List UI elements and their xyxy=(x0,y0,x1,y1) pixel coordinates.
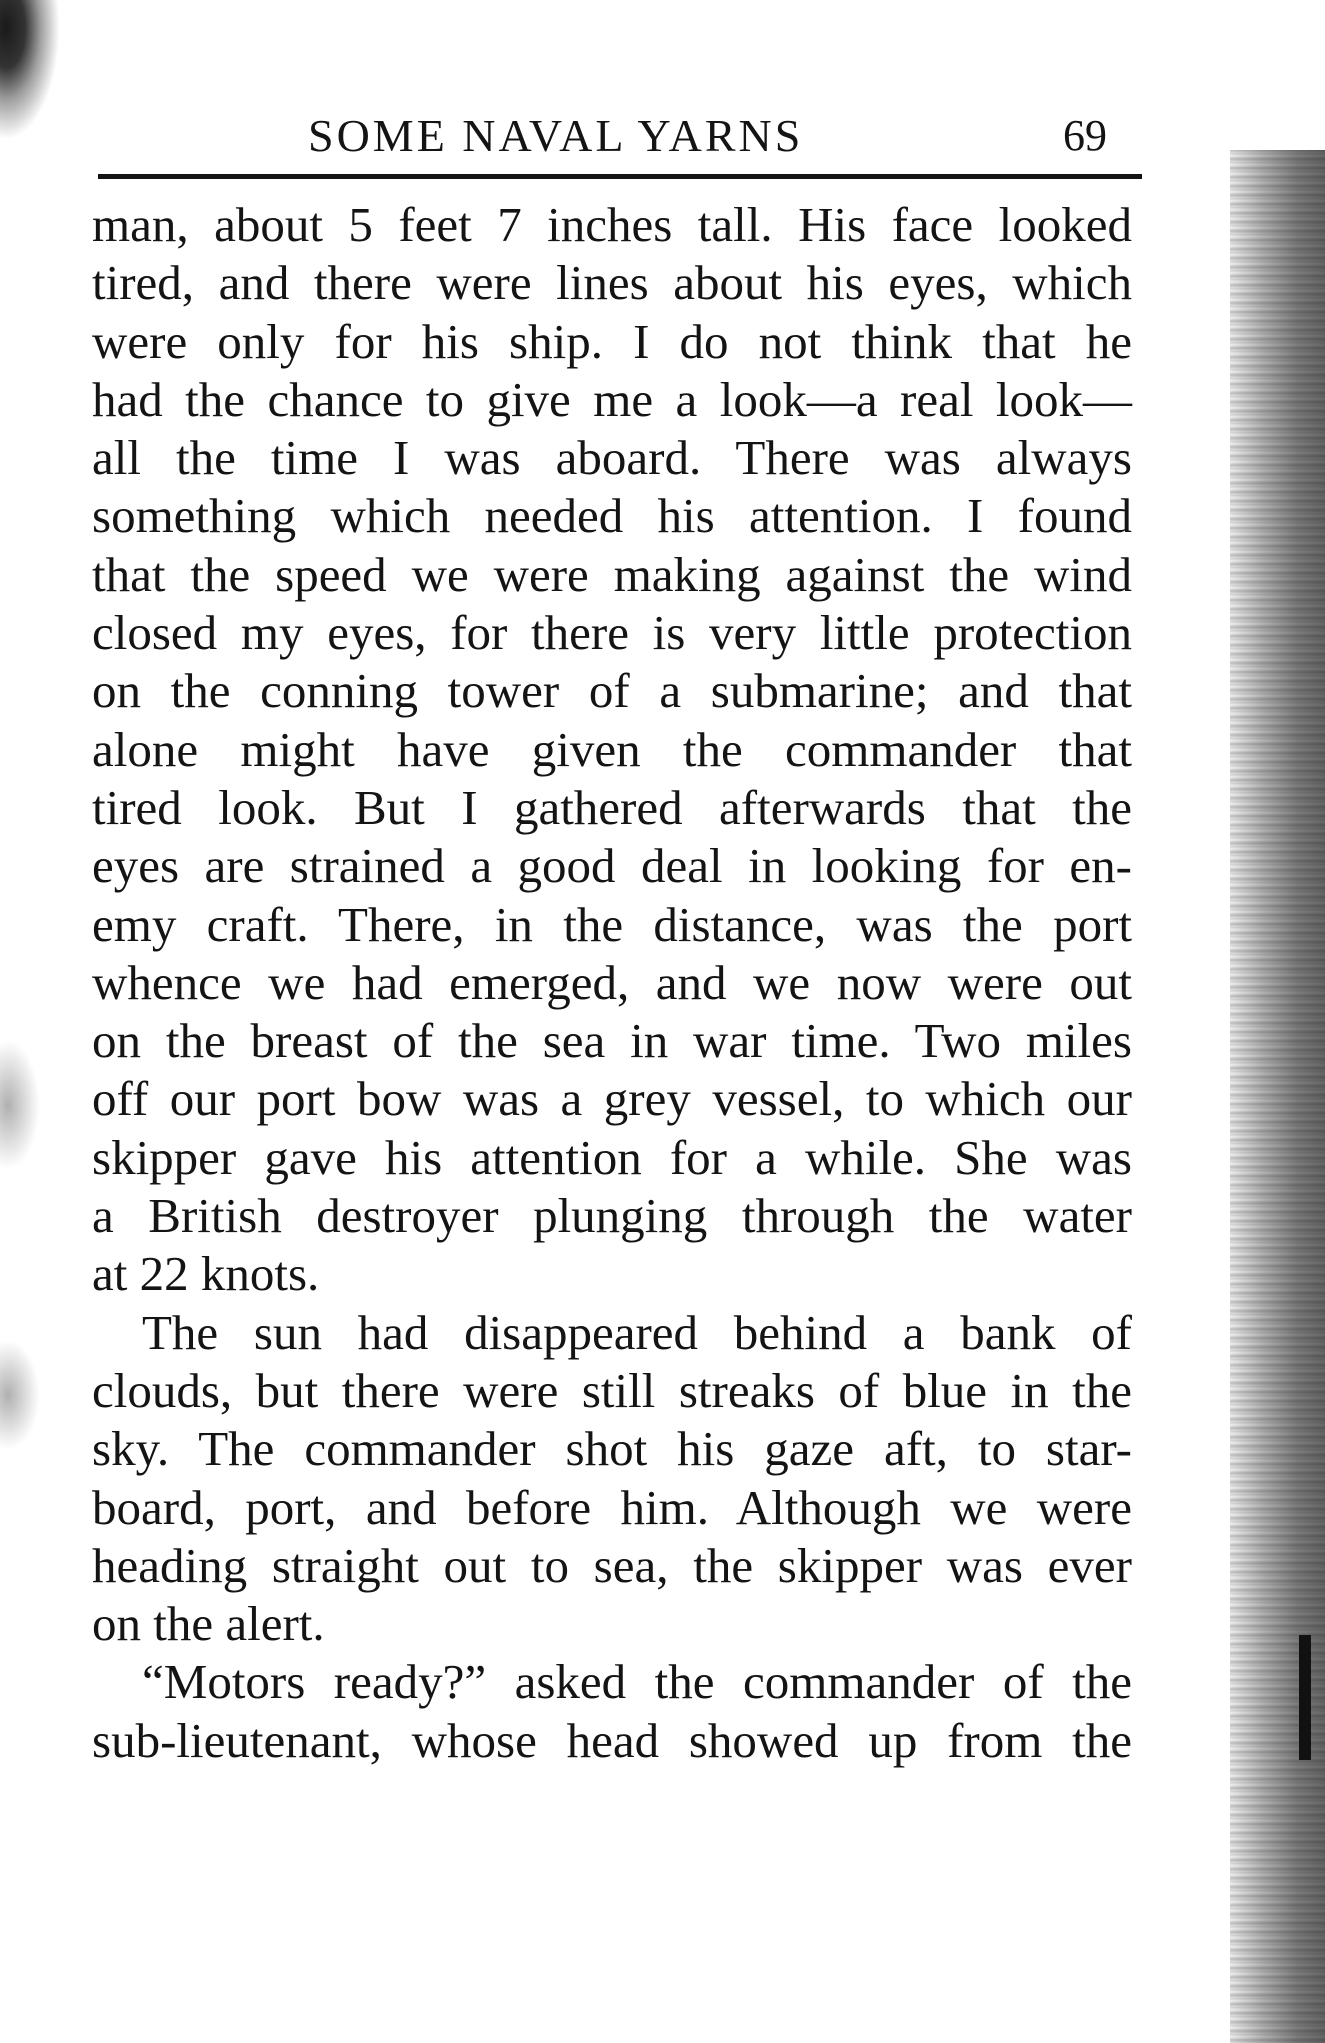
text-line: clouds, but there were still streaks of blue in the xyxy=(92,1362,1132,1418)
text-line: tired look. But I gathered afterwards that the xyxy=(92,779,1132,835)
text-line: were only for his ship. I do not think that he xyxy=(92,313,1132,369)
header-rule xyxy=(98,174,1142,179)
text-line: sub-lieutenant, whose head showed up from the xyxy=(92,1712,1132,1768)
text-line: The sun had disappeared behind a bank of xyxy=(142,1304,1132,1360)
text-line: on the breast of the sea in war time. Two miles xyxy=(92,1013,1132,1069)
text-line: heading straight out to sea, the skipper was ever xyxy=(92,1537,1132,1593)
scan-corner-smudge xyxy=(0,0,60,140)
text-line: closed my eyes, for there is very little protection xyxy=(92,605,1132,661)
text-line: at 22 knots. xyxy=(92,1246,320,1302)
text-line: sky. The commander shot his gaze aft, to star- xyxy=(92,1421,1132,1477)
text-line: “Motors ready?” asked the commander of the xyxy=(142,1654,1132,1710)
text-line: off our port bow was a grey vessel, to which our xyxy=(92,1071,1132,1127)
text-line: that the speed we were making against the wind xyxy=(92,546,1132,602)
text-line: emy craft. There, in the distance, was the port xyxy=(92,896,1132,952)
text-line: all the time I was aboard. There was always xyxy=(92,430,1132,486)
text-line: had the chance to give me a look—a real look— xyxy=(92,371,1132,427)
text-line: on the conning tower of a submarine; and that xyxy=(92,663,1132,719)
text-line: alone might have given the commander that xyxy=(92,721,1132,777)
running-head: SOME NAVAL YARNS xyxy=(308,110,804,161)
scan-left-speck xyxy=(0,1040,40,1170)
text-line: skipper gave his attention for a while. She was xyxy=(92,1129,1132,1185)
text-line: whence we had emerged, and we now were out xyxy=(92,954,1132,1010)
text-line: something which needed his attention. I found xyxy=(92,488,1132,544)
scan-edge-mark xyxy=(1299,1635,1311,1760)
text-line: on the alert. xyxy=(92,1596,325,1652)
text-line: eyes are strained a good deal in looking for en- xyxy=(92,838,1132,894)
text-line: a British destroyer plunging through the water xyxy=(92,1188,1132,1244)
scan-left-speck xyxy=(0,1340,40,1450)
text-line: tired, and there were lines about his eyes, which xyxy=(92,255,1132,311)
text-line: man, about 5 feet 7 inches tall. His face looked xyxy=(92,197,1132,252)
text-line: board, port, and before him. Although we were xyxy=(92,1479,1132,1535)
page-number: 69 xyxy=(1063,111,1107,160)
body-text xyxy=(92,196,1132,1770)
